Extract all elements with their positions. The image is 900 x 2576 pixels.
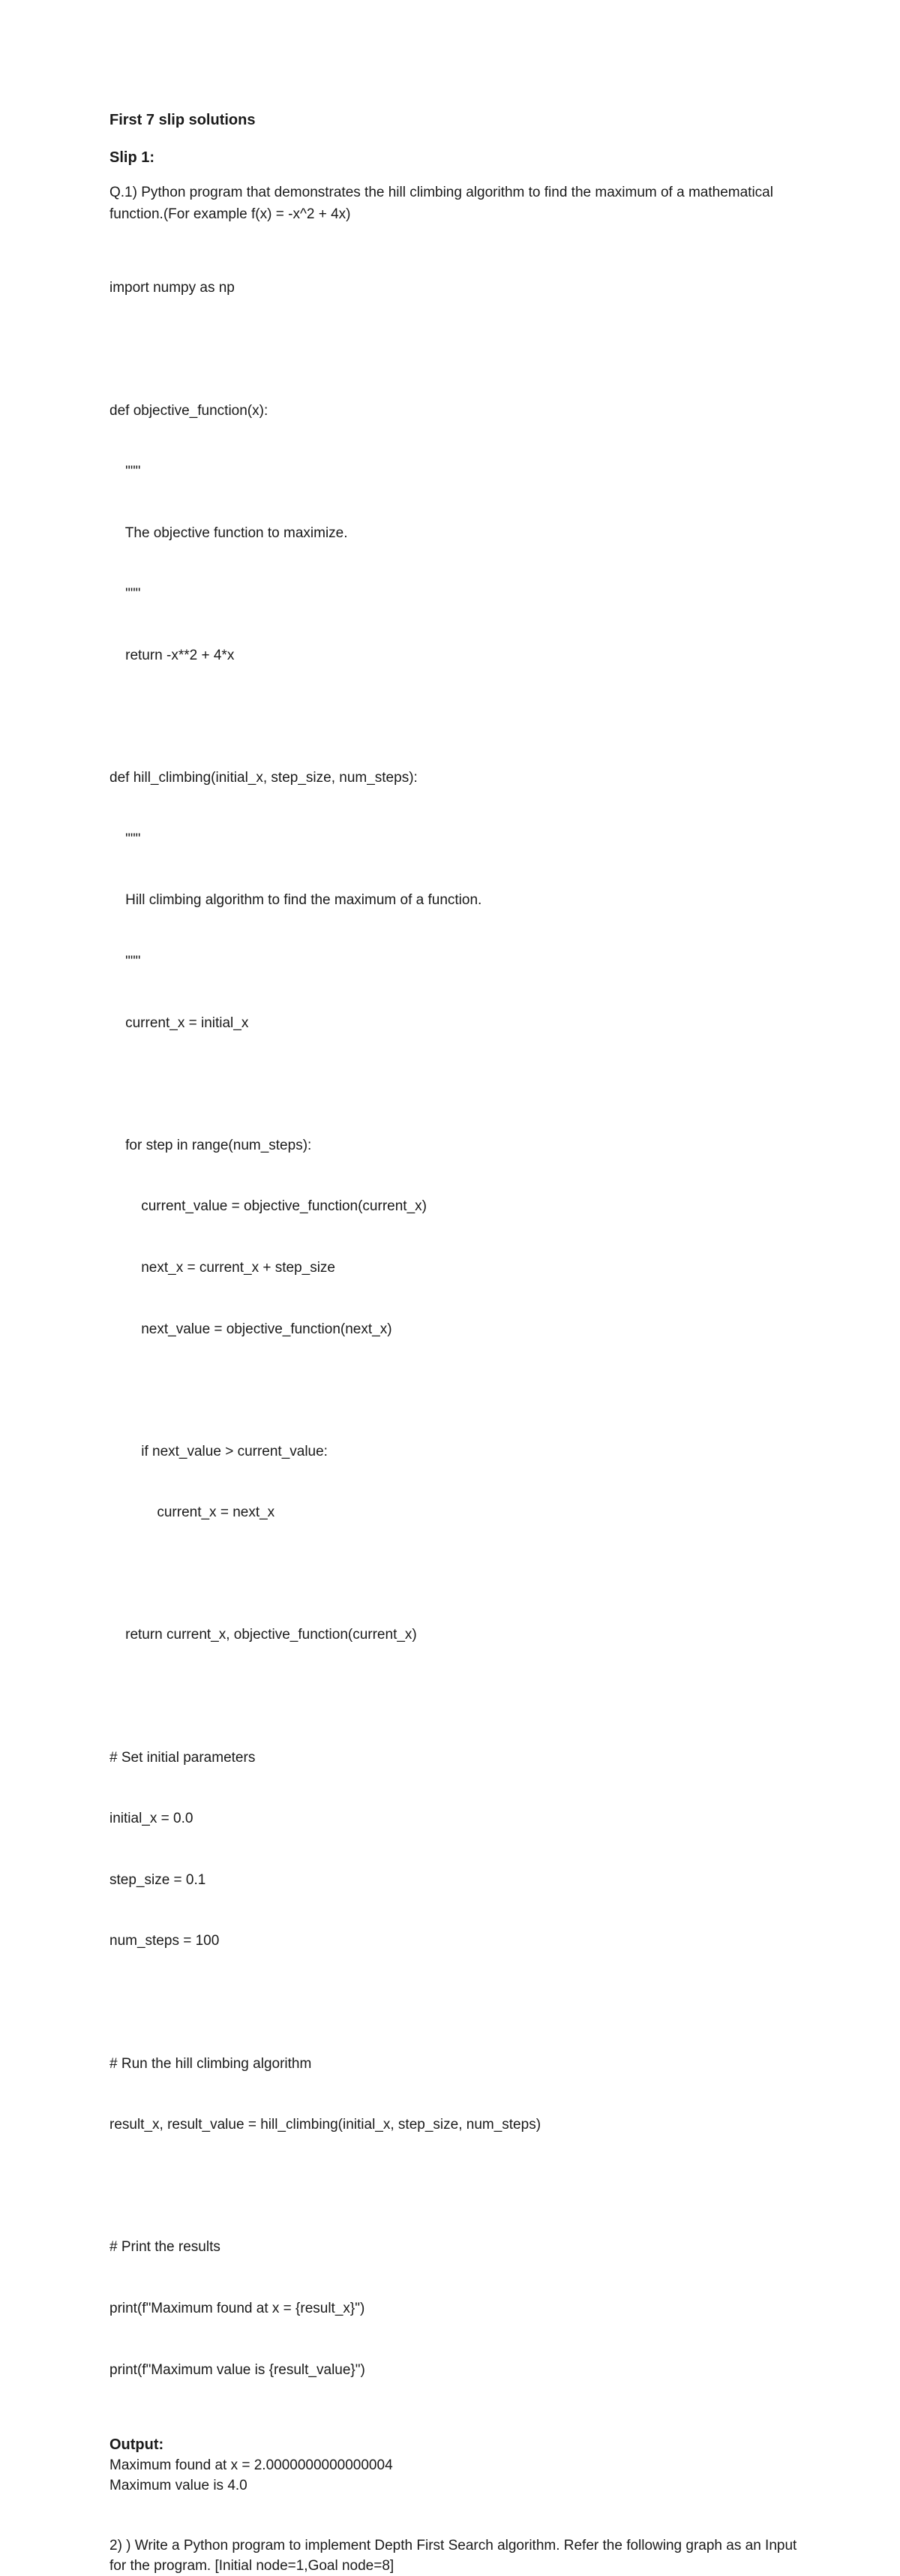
code-line: Hill climbing algorithm to find the maximum of a function.: [110, 892, 482, 909]
code-line: current_x = next_x: [110, 1504, 275, 1521]
code-line: """: [110, 586, 141, 603]
code-line: [110, 1564, 800, 1584]
code-line: # Print the results: [110, 2239, 220, 2256]
code-line: def hill_climbing(initial_x, step_size, num_steps):: [110, 770, 418, 786]
code-line: next_x = current_x + step_size: [110, 1259, 335, 1276]
code-line: import numpy as np: [110, 280, 235, 296]
code-line: if next_value > current_value:: [110, 1443, 328, 1459]
code-line: [110, 707, 800, 727]
document-content: [110, 110, 800, 2576]
slip-heading: Slip 1:: [110, 149, 155, 166]
question-2-text: 2) ) Write a Python program to implement Depth First Search algorithm. Refer the following graph as an Input for the program. [Initial node=1,Goal node=8]: [110, 2538, 797, 2574]
code-line: return current_x, objective_function(current_x): [110, 1627, 417, 1643]
code-line: [110, 2176, 800, 2196]
code-line: [110, 1992, 800, 2012]
code-line: initial_x = 0.0: [110, 1811, 194, 1827]
code-line: current_x = initial_x: [110, 1014, 249, 1031]
code-line: [110, 1074, 800, 1094]
output-heading: Output:: [110, 2436, 164, 2454]
code-line: """: [110, 953, 141, 969]
question-1-text: Q.1) Python program that demonstrates the hill climbing algorithm to find the maximum of a mathematical function.(For example f(x) = -x^2 + 4x): [110, 185, 773, 222]
output-line: Maximum found at x = 2.0000000000000004: [110, 2457, 393, 2474]
code-line: # Run the hill climbing algorithm: [110, 2055, 312, 2072]
code-line: [110, 339, 800, 359]
code-line: return -x**2 + 4*x: [110, 647, 235, 663]
code-line: print(f"Maximum value is {result_value}"): [110, 2361, 365, 2378]
code-line: result_x, result_value = hill_climbing(initial_x, step_size, num_steps): [110, 2117, 542, 2133]
code-line: current_value = objective_function(current_x): [110, 1198, 427, 1215]
code-block: [110, 237, 800, 2421]
code-line: # Set initial parameters: [110, 1749, 256, 1766]
code-line: [110, 1380, 800, 1400]
code-line: step_size = 0.1: [110, 1871, 206, 1888]
code-line: num_steps = 100: [110, 1933, 220, 1949]
document-title: First 7 slip solutions: [110, 112, 256, 128]
output-line: Maximum value is 4.0: [110, 2478, 248, 2494]
code-line: """: [110, 464, 141, 480]
code-line: """: [110, 831, 141, 847]
code-line: for step in range(num_steps):: [110, 1137, 312, 1153]
code-line: def objective_function(x):: [110, 402, 268, 419]
code-line: The objective function to maximize.: [110, 525, 348, 541]
code-line: [110, 1686, 800, 1706]
code-line: print(f"Maximum found at x = {result_x}"): [110, 2301, 365, 2316]
code-line: next_value = objective_function(next_x): [110, 1321, 392, 1337]
